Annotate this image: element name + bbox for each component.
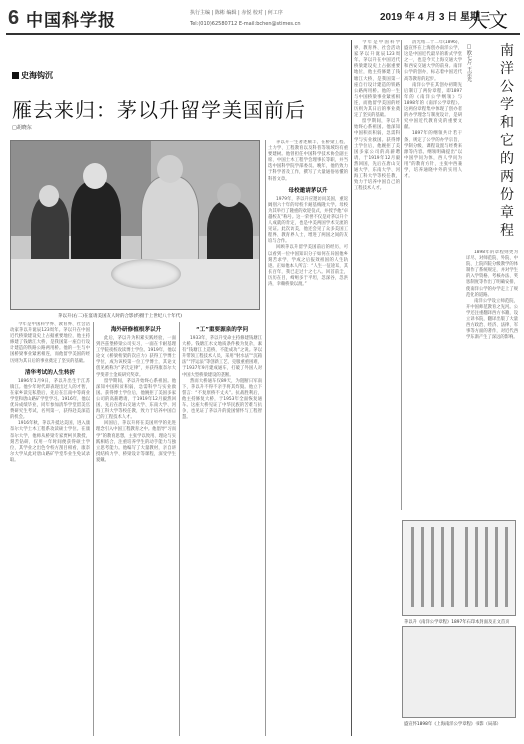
flower-arrangement (111, 259, 181, 289)
side-article-column-2: 1898年的章程则更为详尽，对师范院、外院、中院、上院四院分级教学的体制作了系统规定，并对学生的入学资格、考核办法、奖惩制度等作出了明确安排，使南洋公学的办学走上了规范化的道路。 南洋公学设立师范院，开中国师范教育之先河。公学还注重翻译西方书籍，设立译书院，翻译出版了大量西方政治、经济、法律、军事等方面的著作，对近代西学东渐产生了深远的影响。 (466, 250, 518, 341)
subhead: 清华考试的人生转折 (24, 369, 76, 376)
article-column-5: 今年是中国科学界、教育界、社会活动家茅以升诞辰123周年。茅以升在中国近代桥梁建设史上占据重要地位，他主持修建了钱塘江大桥，是我国第一座自行设计建造的铁路公路两用桥。他的一生与中国桥梁事业紧密相连，而他留学美国的经历则为其日后的事业奠定了坚实的基础。 留学期间，茅以升始终心系祖国。他深知中国积贫积弱，急需科学与实业救国。获得博士学位后，他婉拒了美国多家公司的高薪聘请，于1919年12月毅然回国，先后在唐山交通大学、东南大学、河海工科大学等校任教，致力于培养中国自己的工程技术人才。 (354, 40, 400, 192)
square-marker-icon (12, 72, 19, 79)
column-tag (12, 70, 53, 81)
photo-person (141, 176, 199, 266)
contact-info: Tel:(010)62580712 E-mail:bchen@stimes.cn (190, 21, 301, 27)
editor-credits: 执行主编 | 陈彬 编辑 | 赤悦 校对 | 何工序 (190, 10, 283, 16)
article-photo (10, 140, 260, 310)
side-article-column-1: 清光绪二十二年(1896)，盛宣怀在上海创办南洋公学，这是中国近代最早的新式学堂之一，也是今天上海交通大学和西安交通大学的前身。南洋公学的创办，标志着中国近代高等教育的起步。 南洋公学在其创办初期先后制订了两份章程，即1897年的《南洋公学纲领》与1898年的《南洋公学章程》。这两份章程集中体现了创办者的办学理念与制度设计，是研究中国近代教育史的重要文献。 1897年的纲领共计若干条，规定了公学的办学宗旨、学制分级、课程设置与经费来源等内容。纲领明确提出“以中国学问为体，西人学问为用”的教育方针，主张中西兼学，培养通晓中外的实用人才。 (404, 40, 462, 180)
side-article-author: □欧七斤 王宗光 (466, 44, 472, 82)
subhead: “工”重要源泉的学问 (195, 327, 249, 333)
masthead-logo: 中国科学报 (26, 11, 116, 31)
side-article-title: 南 洋 公 学 和 它 的 两 份 章 程 (500, 43, 514, 239)
page-header (0, 0, 524, 36)
section-name: 人文 (468, 8, 508, 32)
article-column-4: 茅以升一生著述颇丰，在桥梁工程、土力学、工程教育以及科普等领域均有重要建树。他曾担任中国科学技术协会副主席、中国土木工程学会理事长等职，并当选中国科学院学部委员。晚年，他仍致力于科学普及工作，撰写了大量通俗易懂的科普文章。 母校邀请茅以升 1979年，茅以升应邀访问美国，重返阔别六十年的母校卡耐基梅隆大学。母校为其举行了隆重的欢迎仪式，并授予他“卓越校友”称号。这一荣誉不仅是对茅以升个人成就的肯定，也是中美两国学术交流的见证。此次访美，他还会见了众多美国工程界、教育界人士，增进了两国之间的友谊与合作。 回顾茅以升留学美国前后的经历，可以看到一位中国知识分子如何在异国他乡刻苦求学、学成之后报效祖国的人生轨迹。正如他本人所言：“人生一征途耳，其长百年，我已走过十之七八。回首前尘，历历在目，崎岖多于平坦，忽深谷，忽洪涛，幸赖桥梁以渡。” (268, 140, 348, 287)
header-rule (6, 33, 520, 35)
photo-caption: 茅以升(右二)在宴请美国友人时的合影(约摄于上世纪八十年代) (58, 314, 183, 319)
issue-date: 2019 年 4 月 3 日 星期三 (380, 12, 491, 23)
photo-person (71, 181, 121, 266)
article-title: 雁去来归：茅以升留学美国前后 (12, 98, 306, 122)
article-column-2: 海外研修植根茅以升 此后，茅以升为积累实践经验，一面到匹兹堡桥梁公司实习，一面在卡耐基理工学院夜校攻读博士学位。1919年，他以论文《桥梁桁架的次应力》获得工学博士学位，成为该校第一位工学博士，其论文创见被称为“茅氏定律”，并获得康奈尔大学斐蒂士金质研究奖章。 留学期间，茅以升始终心系祖国。他深知中国积贫积弱，急需科学与实业救国。获得博士学位后，他婉拒了美国多家公司的高薪聘请，于1919年12月毅然回国，先后在唐山交通大学、东南大学、河海工科大学等校任教，致力于培养中国自己的工程技术人才。 回国后，茅以升将在美国所学的先进理念引入中国工程教育之中。他倡导“习而学”的教育思想，主张学以致用、理论与实践相结合，注重培养学生的动手能力与独立思考能力。他编写了大量教材，亲自讲授结构力学、桥梁设计等课程，深受学生爱戴。 (96, 327, 176, 463)
document-image-1-caption: 茅以升《南洋公学章程》1897年石印本封面及正文首页 (404, 620, 510, 625)
article-column-1: 今年是中国科学界、教育界、社会活动家茅以升诞辰123周年。茅以升在中国近代桥梁建设史上占据重要地位，他主持修建了钱塘江大桥，是我国第一座自行设计建造的铁路公路两用桥。他的一生与中国桥梁事业紧密相连，而他留学美国的经历则为其日后的事业奠定了坚实的基础。 清华考试的人生转折 1896年1月9日，茅以升出生于江苏镇江。他少年时代即表现出过人的才智，在家乡读完私塾后，先后在江南中等商业学堂和唐山路矿学堂学习。1916年，他以优异成绩毕业，同年参加清华学堂留美官费研究生考试，名列第一，获得赴美深造的机会。 1916年秋，茅以升抵达美国，进入康奈尔大学土木工程系攻读硕士学位。在康奈尔大学，他师从桥梁专家贾柯贝教授，刻苦钻研，仅用一年时间便获得硕士学位，其学业之出色令校方刮目相看，康奈尔大学从此对唐山路矿学堂毕业生免试录取。 (10, 322, 90, 463)
subhead: 海外研修植根茅以升 (110, 327, 162, 333)
document-image-2 (402, 626, 516, 718)
page-number: 6 (8, 7, 20, 29)
article-byline: □胡晓东 (12, 125, 32, 131)
document-image-1 (402, 520, 516, 616)
subhead: 母校邀请茅以升 (288, 187, 328, 194)
column-tag-label: 史海钩沉 (21, 71, 53, 80)
article-column-3: “工”重要源泉的学问 1933年，茅以升受命主持修建钱塘江大桥。钱塘江水文地质条件极为复杂，素有“钱塘江上造桥，不能成功”之说。茅以升带领工程技术人员，采用“射水法”“沉箱法”“浮运法”等创新工艺，克服重重困难，于1937年9月建成通车，打破了外国人对中国大型桥梁建设的垄断。 然而大桥通车仅89天，为阻断日军南下，茅以升不得不亲手将其炸毁。他立下誓言：“不复原桥不丈夫”。抗战胜利后，他主持修复大桥，于1953年全面恢复通车。这座大桥见证了中华民族的苦难与抗争，也见证了茅以升的爱国情怀与工程智慧。 (182, 327, 262, 421)
document-image-2-caption: 盛宣怀1898年《上海南洋公学章程》书影（局部） (404, 722, 501, 727)
